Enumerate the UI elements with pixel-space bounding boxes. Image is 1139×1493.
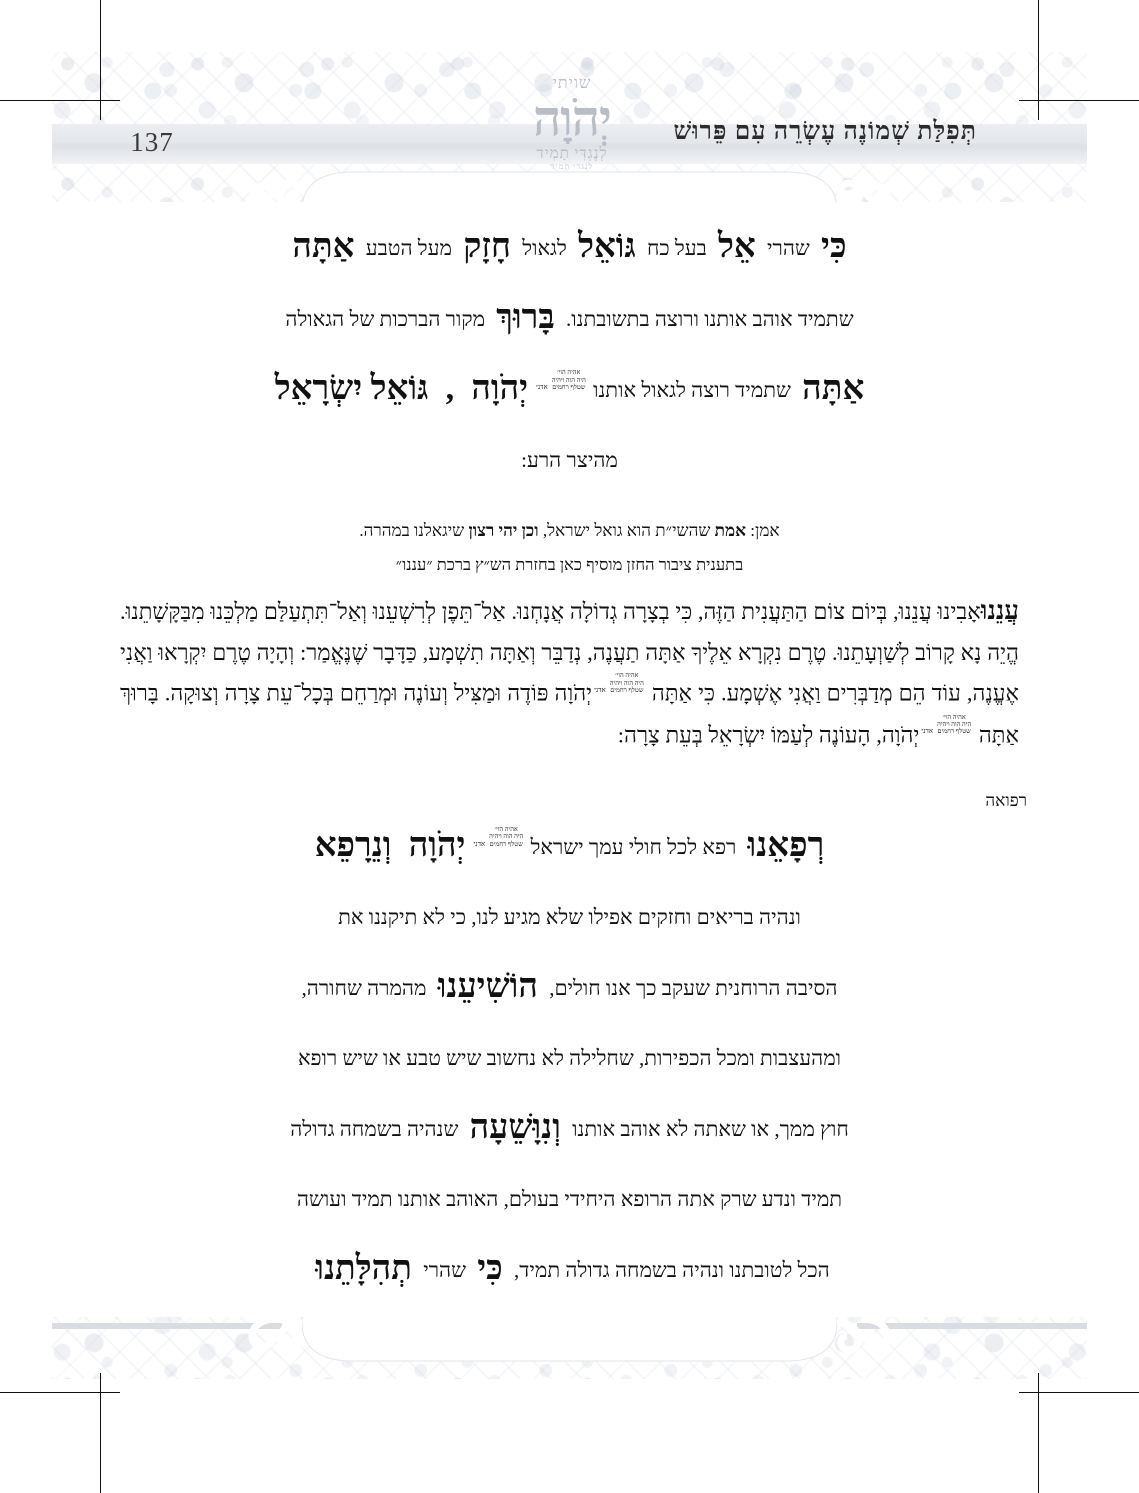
kavanah-2-line-1: אהיה הוי׳ [615, 672, 639, 680]
kavanah-adonai-4: אדני [473, 839, 486, 848]
geulah-line-2 [112, 283, 1027, 354]
kavanah-note-3 [937, 714, 971, 736]
logo-top-text: שויתי [552, 75, 592, 92]
kavanah-4-line-1: אהיה הוי׳ [494, 825, 518, 833]
amen-prefix: אמן: [750, 521, 780, 540]
refuah-line-6 [112, 1164, 1027, 1234]
word-ki-1: כִּי [821, 228, 847, 265]
amen-bold-vechen: וכן יהי רצון [468, 521, 539, 540]
gloss-hasibah: הסיבה הרוחנית שעקב כך אנו חולים, [549, 975, 838, 1000]
word-venerafe: וְנֵרָפֵא [314, 826, 392, 864]
kavanah-adonai-1: אדני [536, 383, 548, 391]
logo-sub-text: לנגדי תמיד [550, 162, 594, 171]
gloss-veniheyeh-briim: ונהיה בריאים וחזקים אפילו שלא מגיע לנו, כי לא תיקננו את [338, 904, 801, 929]
kavanah-2-line-3: שטלף רחמים [610, 687, 644, 695]
logo-divine-name: יְהֹוָה [533, 91, 611, 146]
tetragrammaton-1: יְהֹוָה [471, 370, 529, 407]
gloss-meal-hateva: מעל הטבע [365, 236, 452, 260]
amen-middle: שהשי״ת הוא גואל ישראל, [542, 521, 711, 540]
crop-mark-bottom-right-vertical [1038, 1373, 1039, 1493]
crop-mark-top-right-horizontal [1019, 100, 1139, 101]
word-chazak: חָזָק [463, 228, 511, 265]
refuah-line-1 [112, 811, 1027, 882]
page-header [52, 52, 1087, 202]
tetragrammaton-4: יְהֹוָה [408, 826, 466, 864]
refuah-line-5 [112, 1093, 1027, 1164]
kavanah-4-line-2: היה הוה ויהיה [489, 833, 524, 841]
gloss-mehamarah: מהמרה שחורה, [301, 975, 427, 1000]
crop-mark-top-left-horizontal [0, 100, 120, 101]
word-baruch: בָּרוּךְ [496, 299, 555, 336]
kavanah-line-3: שטלף רחמים [552, 384, 586, 391]
crop-mark-bottom-left-vertical [100, 1373, 101, 1493]
divine-name-1 [465, 354, 588, 425]
geulah-line-1 [112, 212, 1027, 283]
gloss-mekor-haberachot: מקור הברכות של הגאולה [285, 307, 486, 331]
amen-response-line [112, 521, 1027, 541]
tetragrammaton-2: יְהֹוָה [554, 680, 593, 706]
refuah-line-2 [112, 882, 1027, 952]
kavanah-3-line-3: שטלף רחמים [937, 728, 971, 736]
divine-name-3 [882, 714, 973, 755]
word-ki-2: כִּי [477, 1249, 503, 1287]
word-hoshienu: הוֹשִׁיעֵנוּ [437, 967, 538, 1005]
aneinu-opening-word: עֲנֵנוּ [980, 596, 1019, 625]
amen-suffix: שיגאלנו במהרה. [359, 521, 465, 540]
refuah-line-3 [112, 952, 1027, 1023]
page-number: 137 [130, 127, 174, 157]
gloss-tamid-venedah: תמיד ונדע שרק אתה הרופא היחידי בעולם, האוהב אותנו תמיד ועושה [296, 1186, 843, 1211]
crop-mark-top-left-vertical [100, 0, 101, 120]
word-venivashea: וְנִוָּשֵׁעָה [469, 1108, 561, 1146]
kavanah-note-1 [552, 369, 586, 391]
spacer-after-aneinu [112, 755, 1027, 781]
gloss-sheharei-1: שהרי [767, 236, 810, 260]
taanit-rubric: בתענית ציבור החזן מוסיף כאן בחזרת הש״ץ ברכת ״עננו״ [395, 555, 744, 574]
geulah-line-4 [112, 425, 1027, 495]
gloss-baal-koach: בעל כח [646, 236, 707, 260]
gloss-shenihyeh: שנהיה בשמחה גדולה [290, 1116, 459, 1141]
word-el: אֵל [718, 228, 756, 265]
page-plate [52, 52, 1087, 1379]
gloss-umehaatzvut: ומהעצבות ומכל הכפירות, שחלילה לא נחשוב שיש טבע או שיש רופא [297, 1045, 842, 1070]
refuah-line-4 [112, 1023, 1027, 1093]
aneinu-body-2: פּוֹדֶה וּמַצִּיל וְעוֹנֶה וּמְרַחֵם בְּכָל־עֵת צָרָה וְצוּקָה. בָּרוּךְ אַתָּה [120, 680, 1019, 747]
prayer-content [112, 212, 1027, 1305]
divine-name-4 [403, 811, 526, 882]
gloss-ligol: לגאול [522, 236, 567, 260]
word-goel: גּוֹאֵל [578, 228, 636, 265]
page-title: תְּפִלַּת שְׁמוֹנֶה עֶשְׂרֵה עִם פֵּרוּשׁ [673, 118, 977, 145]
kavanah-note-2 [610, 672, 644, 694]
refuah-line-7 [112, 1234, 1027, 1305]
gloss-shetamid-ohev: שתמיד אוהב אותנו ורוצה בתשובתנו. [566, 307, 854, 331]
comma-1: , [445, 370, 455, 407]
word-atah-2: אַתָּה [802, 370, 865, 407]
geulah-line-3 [112, 354, 1027, 425]
crop-mark-top-right-vertical [1038, 0, 1039, 120]
logo-bottom-text: לְנֶגְדִּי תָמִיד [536, 146, 608, 162]
spacer-after-geulah [112, 495, 1027, 521]
crop-mark-bottom-left-horizontal [0, 1392, 120, 1393]
gloss-sheharei-2: שהרי [423, 1257, 466, 1282]
aneinu-body-1: אָבִינוּ עֲנֵנוּ, בְּיוֹם צוֹם הַתַּעֲנִית הַזֶּה, כִּי בְצָרָה גְדוֹלָה אֲנָחְנוּ. אַל־תֵּפֶן לְרִשְׁעֵנוּ וְאַל־תִּתְעַלַּם מַלְכֵּנוּ מִבַּקָּשָׁתֵנוּ. הֱיֵה נָא קָרוֹב לְשַׁוְעָתֵנוּ. טֶרֶם נִקְרָא אֵלֶיךָ אַתָּה תַעֲנֶה, נְדַבֵּר וְאַתָּה תִשְׁמָע, כַּדָּבָר שֶׁנֶּאֱמַר: וְהָיָה טֶרֶם יִקְרָאוּ וַאֲנִי אֶעֱנֶה, עוֹד הֵם מְדַבְּרִים וַאֲנִי אֶשְׁמָע. כִּי אַתָּה [120, 599, 1020, 706]
word-goel-yisrael: גּוֹאֵל יִשְׂרָאֵל [274, 370, 429, 407]
word-refaenu: רְפָאֵנוּ [747, 826, 825, 864]
word-atah-1: אַתָּה [292, 228, 355, 265]
kavanah-adonai-2: אדני [594, 686, 606, 695]
kavanah-3-line-2: היה הוה ויהיה [937, 721, 972, 728]
gloss-hakol-letovatenu: הכל לטובתנו ונהיה בשמחה גדולה תמיד, [514, 1257, 830, 1282]
aneinu-body-3: , הָעוֹנֶה לְעַמּוֹ יִשְׂרָאֵל בְּעֵת צָרָה: [617, 721, 882, 747]
refuah-section-label: רפואה [985, 790, 1027, 810]
kavanah-2-line-2: היה הוה ויהיה [609, 679, 644, 687]
gloss-refa-lechol: רפא לכל חולי עמך ישראל [530, 834, 737, 859]
word-tehilatenu: תְהִלָּתֵנוּ [315, 1249, 412, 1287]
kavanah-adonai-3: אדני [921, 727, 934, 736]
kavanah-3-line-1: אהיה הוי׳ [942, 713, 966, 721]
tetragrammaton-3: יְהֹוָה [881, 721, 920, 747]
crop-mark-bottom-right-horizontal [1019, 1392, 1139, 1393]
kavanah-note-4 [489, 826, 523, 848]
divine-name-2 [555, 672, 646, 713]
gloss-meyetzer-hara: מהיצר הרע: [521, 448, 618, 472]
kavanah-line-2: היה הוה ויהיה [551, 376, 586, 384]
gloss-shetamid-rotzeh: שתמיד רוצה לגאול אותנו [593, 378, 791, 402]
aneinu-paragraph [120, 589, 1019, 755]
kavanah-4-line-3: שטלף רחמים [489, 840, 523, 848]
amen-bold-emet: אמת [714, 521, 747, 540]
spacer-after-rubric [112, 575, 1027, 589]
gloss-chutz-mimcha: חוץ ממך, או שאתה לא אוהב אותנו [572, 1116, 849, 1141]
shiviti-watermark-logo [507, 76, 637, 186]
kavanah-line-1: אהיה הוי׳ [557, 369, 581, 377]
spacer-after-amen [112, 541, 1027, 555]
